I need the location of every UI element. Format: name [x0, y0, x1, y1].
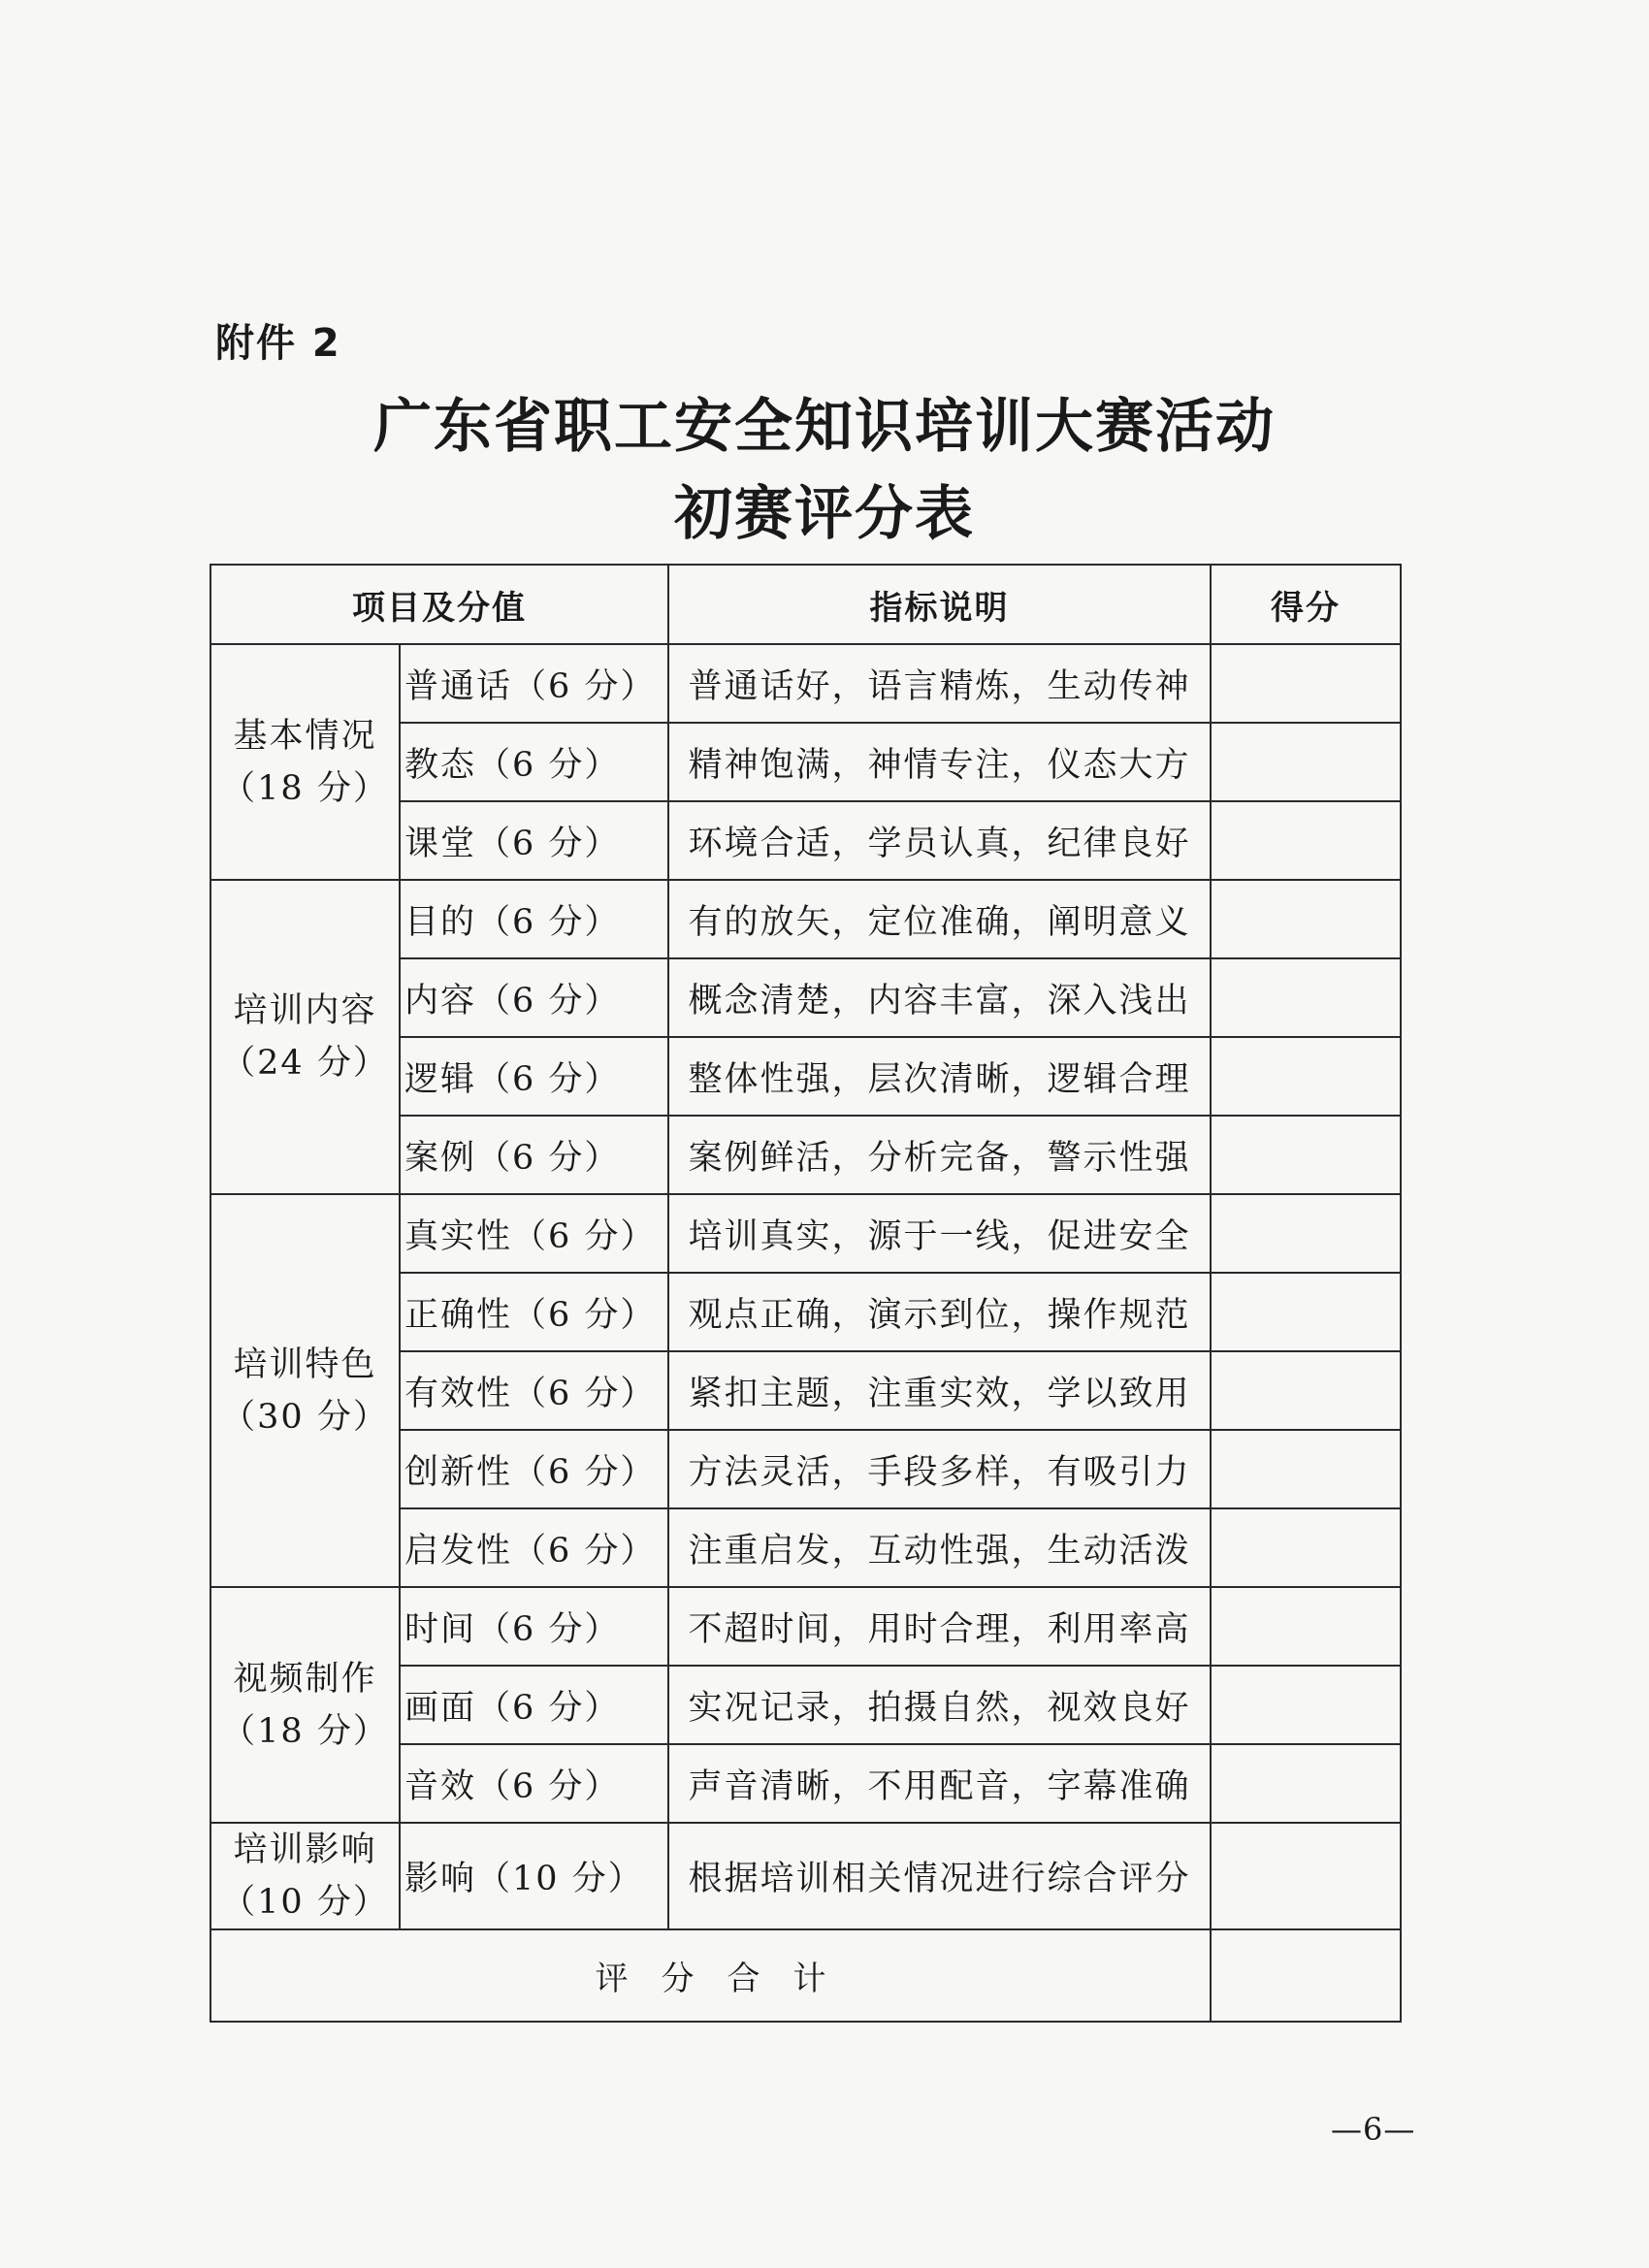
item-cell: 案例（6 分）	[400, 1116, 668, 1194]
score-cell[interactable]	[1211, 1508, 1401, 1587]
criteria-cell: 案例鲜活，分析完备，警示性强	[668, 1116, 1211, 1194]
table-row	[210, 644, 1401, 723]
item-cell: 教态（6 分）	[400, 723, 668, 801]
item-cell: 音效（6 分）	[400, 1744, 668, 1823]
total-label: 评分合计	[210, 1929, 1211, 2022]
score-cell[interactable]	[1211, 801, 1401, 880]
criteria-cell: 方法灵活，手段多样，有吸引力	[668, 1430, 1211, 1508]
column-header-score: 得分	[1211, 565, 1401, 644]
column-header-item: 项目及分值	[210, 565, 668, 644]
item-cell: 普通话（6 分）	[400, 644, 668, 723]
document-title-line1: 广东省职工安全知识培训大赛活动	[373, 393, 1276, 461]
attachment-label: 附件 2	[215, 321, 341, 366]
item-cell: 目的（6 分）	[400, 880, 668, 958]
table-body	[210, 644, 1401, 1929]
score-cell[interactable]	[1211, 1744, 1401, 1823]
score-cell[interactable]	[1211, 1666, 1401, 1744]
criteria-cell: 实况记录，拍摄自然，视效良好	[668, 1666, 1211, 1744]
score-cell[interactable]	[1211, 644, 1401, 723]
category-points: （18 分）	[221, 768, 389, 808]
category-cell	[210, 1194, 400, 1587]
column-header-criteria: 指标说明	[668, 565, 1211, 644]
item-cell: 课堂（6 分）	[400, 801, 668, 880]
criteria-cell: 观点正确，演示到位，操作规范	[668, 1273, 1211, 1351]
score-cell[interactable]	[1211, 880, 1401, 958]
category-points: （10 分）	[221, 1883, 389, 1922]
category-name: 培训特色	[233, 1345, 377, 1384]
category-points: （30 分）	[221, 1397, 389, 1437]
page-number: —6—	[1331, 2111, 1416, 2148]
total-row	[210, 1929, 1401, 2022]
table-row	[210, 1587, 1401, 1666]
category-name: 培训内容	[233, 991, 377, 1030]
item-cell: 正确性（6 分）	[400, 1273, 668, 1351]
score-cell[interactable]	[1211, 958, 1401, 1037]
category-cell	[210, 1587, 400, 1823]
score-cell[interactable]	[1211, 1116, 1401, 1194]
criteria-cell: 声音清晰，不用配音，字幕准确	[668, 1744, 1211, 1823]
category-cell	[210, 880, 400, 1194]
criteria-cell: 根据培训相关情况进行综合评分	[668, 1823, 1211, 1929]
item-cell: 逻辑（6 分）	[400, 1037, 668, 1116]
score-cell[interactable]	[1211, 1194, 1401, 1273]
item-cell: 影响（10 分）	[400, 1823, 668, 1929]
item-cell: 有效性（6 分）	[400, 1351, 668, 1430]
item-cell: 时间（6 分）	[400, 1587, 668, 1666]
table-row	[210, 1823, 1401, 1929]
category-name: 基本情况	[233, 716, 377, 756]
criteria-cell: 有的放矢，定位准确，阐明意义	[668, 880, 1211, 958]
item-cell: 内容（6 分）	[400, 958, 668, 1037]
score-cell[interactable]	[1211, 1430, 1401, 1508]
item-cell: 真实性（6 分）	[400, 1194, 668, 1273]
criteria-cell: 整体性强，层次清晰，逻辑合理	[668, 1037, 1211, 1116]
criteria-cell: 不超时间，用时合理，利用率高	[668, 1587, 1211, 1666]
score-cell[interactable]	[1211, 1587, 1401, 1666]
score-cell[interactable]	[1211, 1351, 1401, 1430]
item-cell: 创新性（6 分）	[400, 1430, 668, 1508]
total-score-cell[interactable]	[1211, 1929, 1401, 2022]
score-cell[interactable]	[1211, 1273, 1401, 1351]
table-row	[210, 1194, 1401, 1273]
category-points: （24 分）	[221, 1044, 389, 1083]
criteria-cell: 环境合适，学员认真，纪律良好	[668, 801, 1211, 880]
category-name: 培训影响	[233, 1831, 377, 1869]
document-title-line2: 初赛评分表	[674, 480, 975, 548]
score-cell[interactable]	[1211, 1823, 1401, 1929]
scoring-table	[210, 564, 1402, 2023]
criteria-cell: 普通话好，语言精炼，生动传神	[668, 644, 1211, 723]
category-name: 视频制作	[233, 1659, 377, 1699]
criteria-cell: 概念清楚，内容丰富，深入浅出	[668, 958, 1211, 1037]
category-cell	[210, 644, 400, 880]
item-cell: 画面（6 分）	[400, 1666, 668, 1744]
score-cell[interactable]	[1211, 723, 1401, 801]
table-header-row	[210, 565, 1401, 644]
table-row	[210, 880, 1401, 958]
score-cell[interactable]	[1211, 1037, 1401, 1116]
item-cell: 启发性（6 分）	[400, 1508, 668, 1587]
criteria-cell: 紧扣主题，注重实效，学以致用	[668, 1351, 1211, 1430]
category-cell	[210, 1823, 400, 1929]
criteria-cell: 精神饱满，神情专注，仪态大方	[668, 723, 1211, 801]
criteria-cell: 注重启发，互动性强，生动活泼	[668, 1508, 1211, 1587]
criteria-cell: 培训真实，源于一线，促进安全	[668, 1194, 1211, 1273]
category-points: （18 分）	[221, 1711, 389, 1751]
